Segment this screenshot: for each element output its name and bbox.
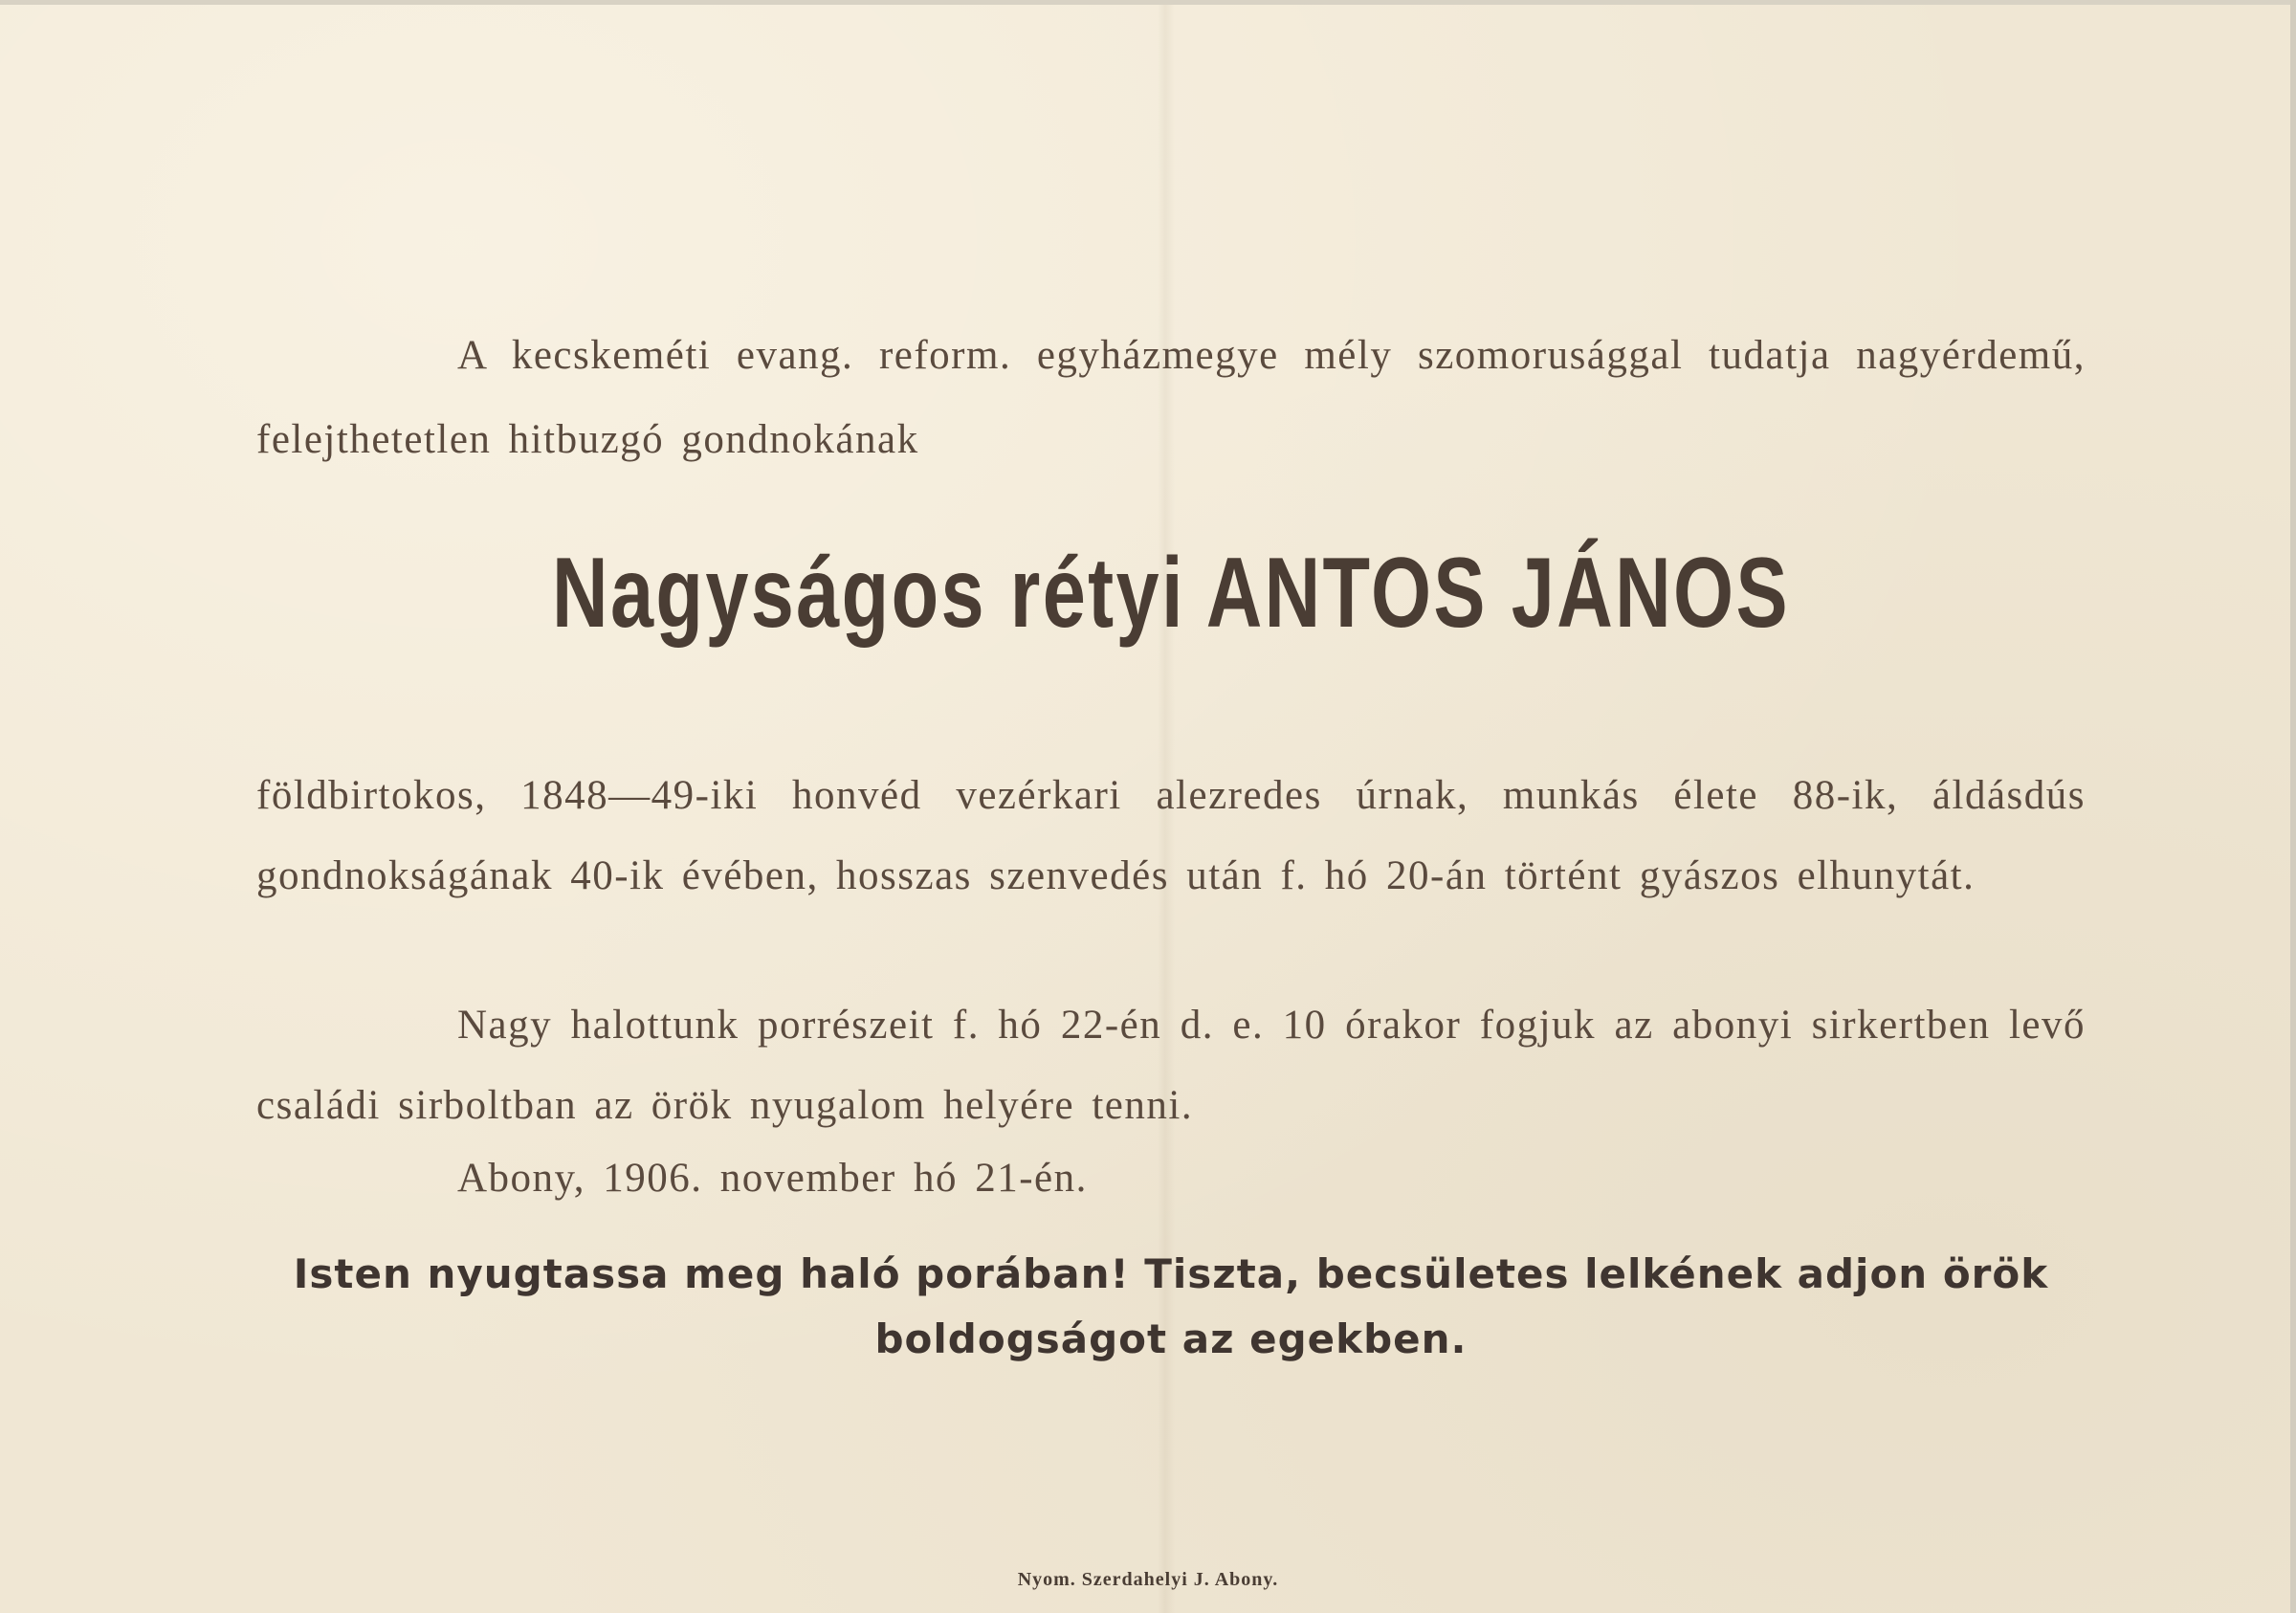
prayer-line-2: boldogságot az egekben. — [874, 1315, 1468, 1362]
printer-imprint: Nyom. Szerdahelyi J. Abony. — [1017, 1569, 1279, 1590]
paper-right-edge — [2290, 0, 2296, 1613]
closing-prayer — [249, 1242, 2093, 1372]
place-date-line: Abony, 1906. november hó 21-én. — [457, 1156, 1088, 1201]
prayer-line-1: Isten nyugtassa meg haló porában! Tiszta, becsületes lelkének adjon örök — [293, 1250, 2049, 1297]
burial-paragraph: Nagy halottunk porrészeit f. hó 22-én d. e. 10 órakor fogjuk az abonyi sirkertben levő családi sirboltban az örök nyugalom helyére tenni. — [256, 1003, 2086, 1128]
body-paragraph: földbirtokos, 1848—49-iki honvéd vezérkari alezredes úrnak, munkás élete 88-ik, áldásdús gondnokságának 40-ik évében, hosszas szenvedés után f. hó 20-án történt gyászos elhunytát. — [256, 773, 2086, 898]
paper-top-edge — [0, 0, 2296, 5]
intro-paragraph: A kecskeméti evang. reform. egyházmegye mély szomorusággal tudatja nagyérdemű, felejthetetlen hitbuzgó gondnokának — [256, 333, 2086, 462]
deceased-name: Nagyságos rétyi ANTOS JÁNOS — [552, 538, 1790, 649]
